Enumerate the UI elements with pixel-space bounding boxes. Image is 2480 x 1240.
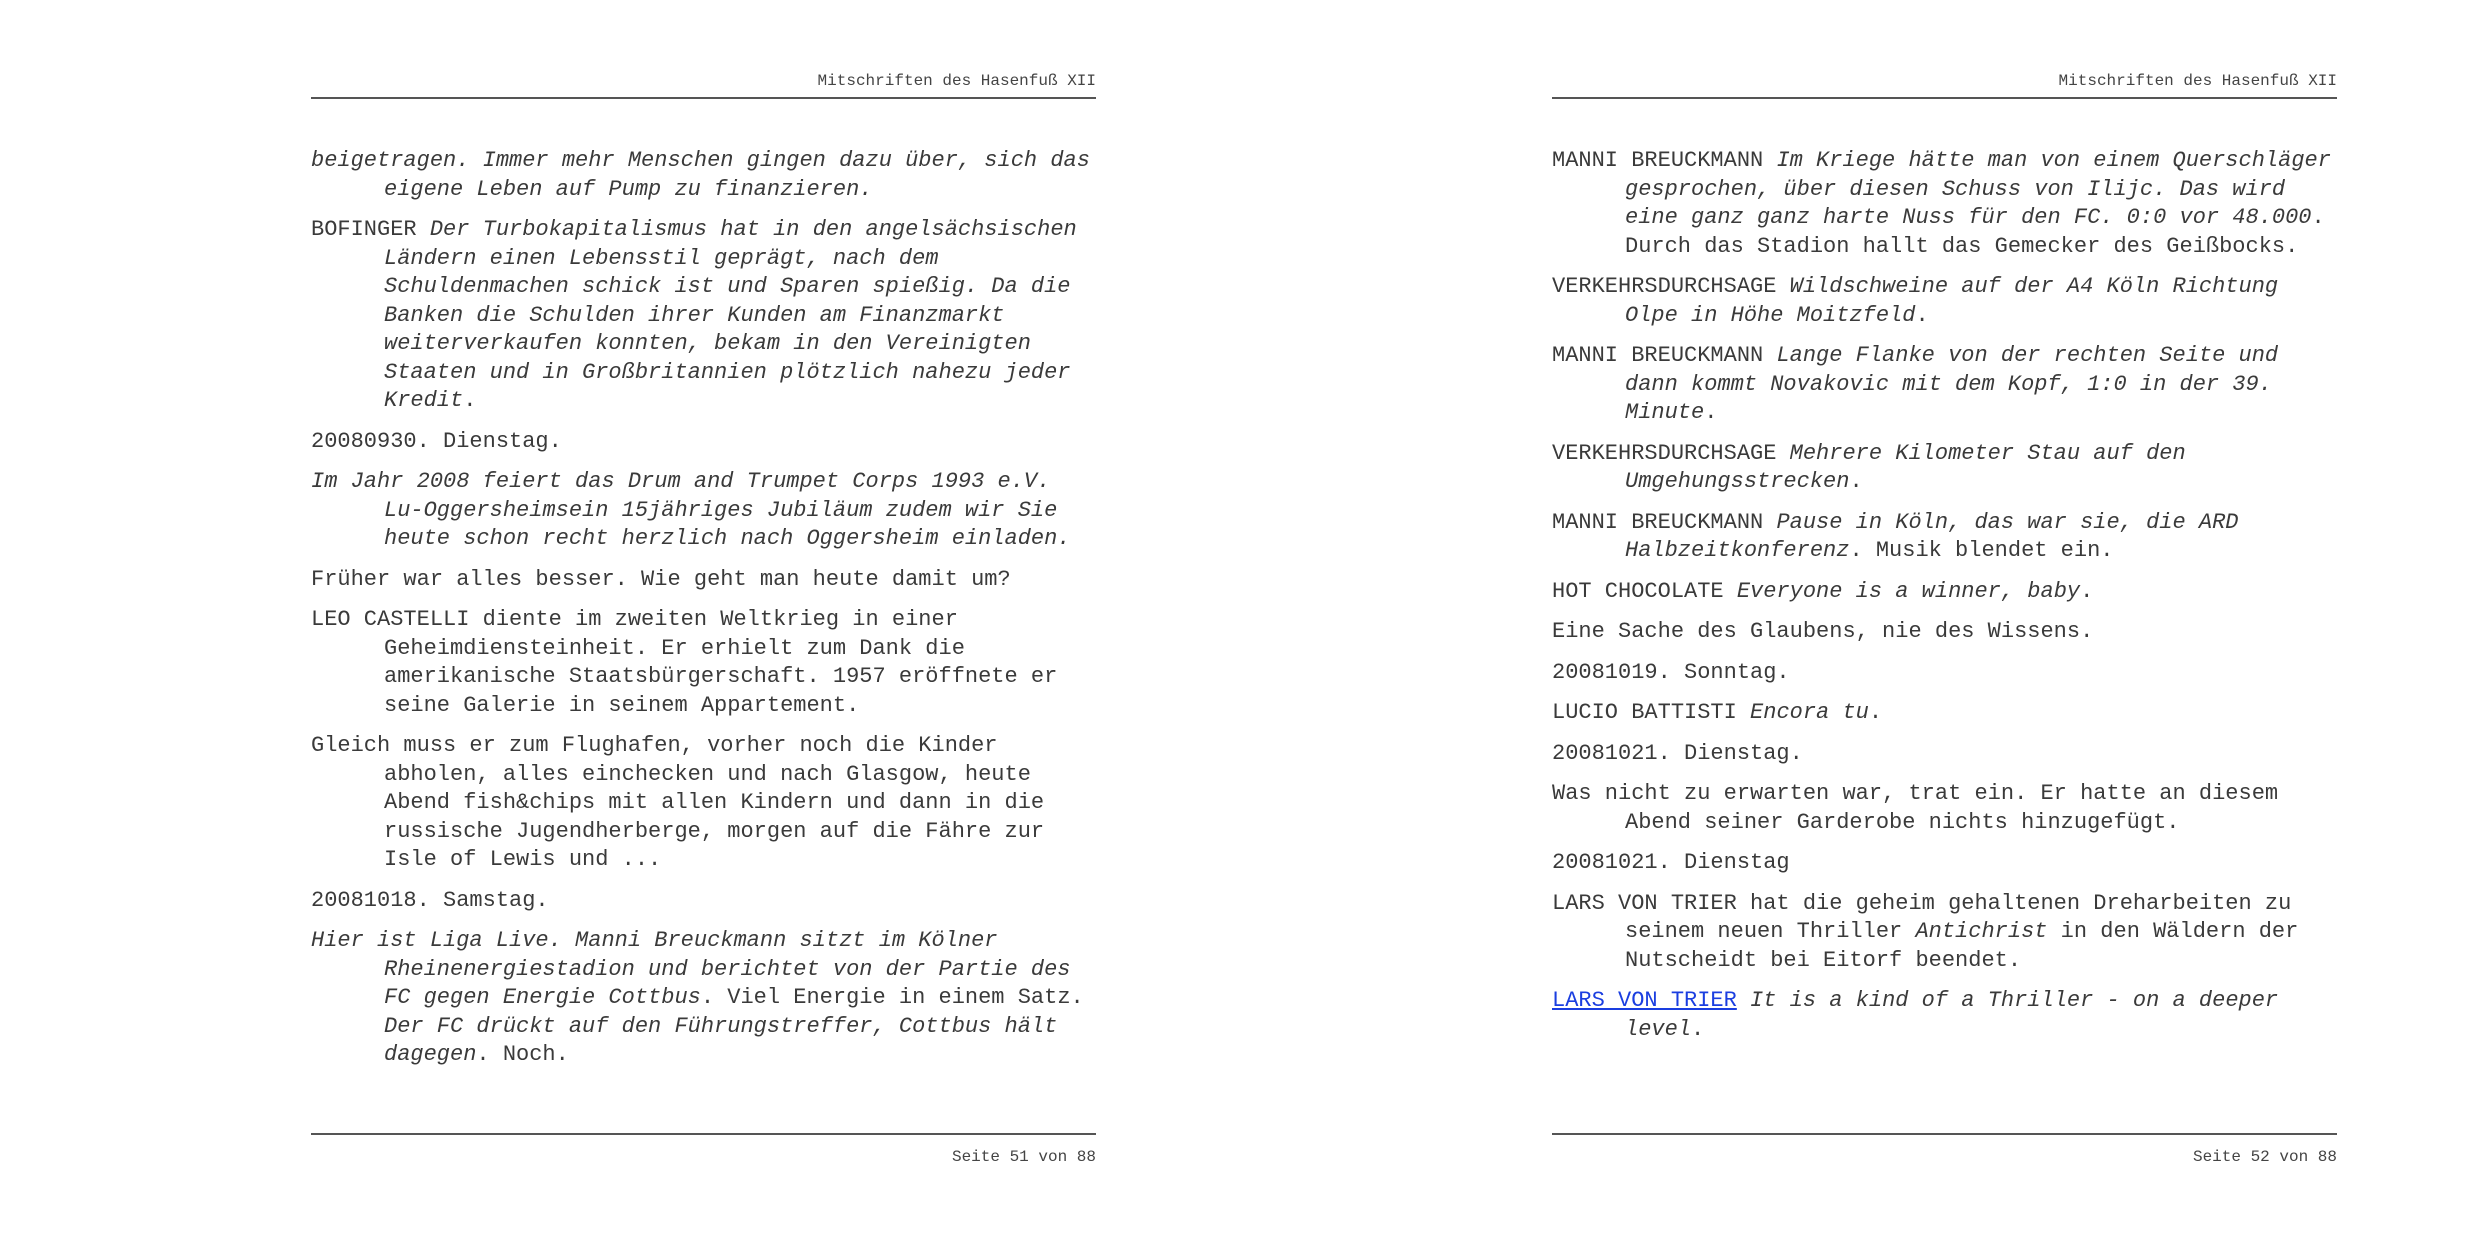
text-segment: . xyxy=(1849,469,1863,494)
paragraph xyxy=(1552,740,2337,769)
page-footer: Seite 52 von 88 xyxy=(2192,1148,2337,1166)
text-segment: . xyxy=(1704,400,1718,425)
paragraph xyxy=(1552,987,2337,1044)
paragraph xyxy=(1552,890,2337,976)
text-segment: It is a kind of a Thriller - on a deeper level xyxy=(1625,988,2279,1042)
paragraph xyxy=(311,566,1096,595)
paragraph xyxy=(1552,578,2337,607)
paragraph xyxy=(311,732,1096,875)
text-segment: 20081018. Samstag. xyxy=(311,887,549,913)
text-segment: 20080930. Dienstag. xyxy=(311,428,562,454)
text-segment: Der FC drückt auf den Führungstreffer, Cottbus hält dagegen xyxy=(384,1013,1058,1067)
page-header: Mitschriften des Hasenfuß XII xyxy=(2058,72,2337,90)
text-segment: Im Kriege hätte man von einem Querschläger gesprochen, über diesen Schuss von Ilijc. Das wird eine ganz ganz harte Nuss für den FC. 0:0 vor 48.000 xyxy=(1625,148,2331,230)
page-footer: Seite 51 von 88 xyxy=(951,1148,1096,1166)
text-segment: Eine Sache des Glaubens, nie des Wissens. xyxy=(1552,619,2094,644)
right-page xyxy=(1552,0,2337,1240)
footer-rule xyxy=(1552,1133,2337,1135)
page-body xyxy=(311,147,1096,1082)
paragraph xyxy=(1552,342,2337,428)
paragraph xyxy=(1552,147,2337,261)
text-segment: VERKEHRSDURCHSAGE xyxy=(1552,440,1790,466)
paragraph xyxy=(311,606,1096,720)
text-segment: 20081021. Dienstag. xyxy=(1552,740,1803,766)
paragraph xyxy=(1552,618,2337,647)
text-segment: . Musik blendet ein. xyxy=(1849,538,2114,563)
text-segment: . Durch das Stadion hallt das Gemecker des Geißbocks. xyxy=(1625,205,2325,259)
text-segment: in den Wäldern der Nutscheidt bei Eitorf beendet. xyxy=(1625,919,2299,973)
left-page xyxy=(311,0,1096,1240)
text-segment: HOT CHOCOLATE xyxy=(1552,578,1737,604)
paragraph xyxy=(311,428,1096,457)
paragraph xyxy=(1552,659,2337,688)
text-segment: . xyxy=(1691,1016,1705,1042)
text-segment: MANNI BREUCKMANN xyxy=(1552,148,1777,173)
text-segment: . xyxy=(463,388,477,413)
page-body xyxy=(1552,147,2337,1056)
paragraph xyxy=(1552,699,2337,728)
text-segment: 20081021. Dienstag xyxy=(1552,850,1790,875)
text-segment: Gleich muss er zum Flughafen, vorher noch die Kinder abholen, alles einchecken und nach Glasgow, heute Abend fish&chips mit allen Kindern und dann in die russische Jugendherberge, morgen auf die Fähre zur Isle of Lewis und ... xyxy=(311,733,1045,872)
text-segment: Pause in Köln, das war sie, die ARD Halbzeitkonferenz xyxy=(1625,509,2239,563)
text-segment: 20081019. Sonntag. xyxy=(1552,659,1790,685)
paragraph xyxy=(1552,849,2337,878)
text-segment: . xyxy=(2080,578,2094,604)
text-segment: Everyone is a winner, baby xyxy=(1736,578,2081,604)
text-segment: . Noch. xyxy=(476,1042,569,1067)
text-segment: Lange Flanke von der rechten Seite und dann kommt Novakovic mit dem Kopf, 1:0 in der 39. Minute xyxy=(1625,343,2279,425)
text-segment: Wildschweine auf der A4 Köln Richtung Olpe in Höhe Moitzfeld xyxy=(1625,274,2279,328)
text-segment: Mehrere Kilometer Stau auf den Umgehungsstrecken xyxy=(1625,440,2186,494)
text-segment: beigetragen. Immer mehr Menschen gingen dazu über, sich das eigene Leben auf Pump zu finanzieren. xyxy=(311,148,1090,202)
text-segment: Antichrist xyxy=(1915,919,2048,944)
text-segment: MANNI BREUCKMANN xyxy=(1552,509,1777,535)
text-segment: . Viel Energie in einem Satz. xyxy=(700,985,1084,1010)
header-rule xyxy=(311,97,1096,99)
page-header: Mitschriften des Hasenfuß XII xyxy=(817,72,1096,90)
text-segment: . xyxy=(1868,700,1883,725)
text-segment: Was nicht zu erwarten war, trat ein. Er hatte an diesem Abend seiner Garderobe nichts hinzugefügt. xyxy=(1552,781,2279,835)
paragraph xyxy=(311,927,1096,1070)
text-segment: Im Jahr 2008 feiert das Drum and Trumpet Corps 1993 e.V. Lu-Oggersheimsein 15jähriges Jubiläum zudem wir Sie heute schon recht herzlich nach Oggersheim einladen. xyxy=(311,469,1071,551)
paragraph xyxy=(1552,273,2337,330)
paragraph-continuation xyxy=(311,147,1096,204)
text-segment: . xyxy=(1915,302,1929,328)
paragraph xyxy=(311,216,1096,416)
text-segment: MANNI BREUCKMANN xyxy=(1552,343,1777,368)
text-segment: Der Turbokapitalismus hat in den angelsächsischen Ländern einen Lebensstil geprägt, nach dem Schuldenmachen schick ist und Sparen spießig. Da die Banken die Schulden ihrer Kunden am Finanzmarkt weiterverkaufen konnten, bekam in den Vereinigten Staaten und in Großbritannien plötzlich nahezu jeder Kredit xyxy=(384,217,1077,413)
text-segment: Hier ist Liga Live. Manni Breuckmann sitzt im Kölner Rheinenergiestadion und berichtet von der Partie des FC gegen Energie Cottbus xyxy=(311,928,1071,1010)
text-segment: VERKEHRSDURCHSAGE xyxy=(1552,274,1790,299)
paragraph xyxy=(1552,440,2337,497)
header-rule xyxy=(1552,97,2337,99)
paragraph xyxy=(1552,509,2337,566)
paragraph xyxy=(311,887,1096,916)
text-segment: Früher war alles besser. Wie geht man heute damit um? xyxy=(311,566,1011,592)
paragraph xyxy=(311,468,1096,554)
text-segment: LARS VON TRIER hat die geheim gehaltenen Dreharbeiten zu seinem neuen Thriller xyxy=(1552,890,2292,944)
text-segment: Encora tu xyxy=(1750,700,1869,725)
text-segment: LEO CASTELLI diente im zweiten Weltkrieg in einer Geheimdiensteinheit. Er erhielt zum Dank die amerikanische Staatsbürgerschaft. 1957 eröffnete er seine Galerie in seinem Appartement. xyxy=(311,607,1058,718)
speaker-link[interactable]: LARS VON TRIER xyxy=(1552,988,1737,1013)
text-segment: BOFINGER xyxy=(311,217,430,242)
footer-rule xyxy=(311,1133,1096,1135)
text-segment: LUCIO BATTISTI xyxy=(1552,700,1751,725)
paragraph xyxy=(1552,780,2337,837)
